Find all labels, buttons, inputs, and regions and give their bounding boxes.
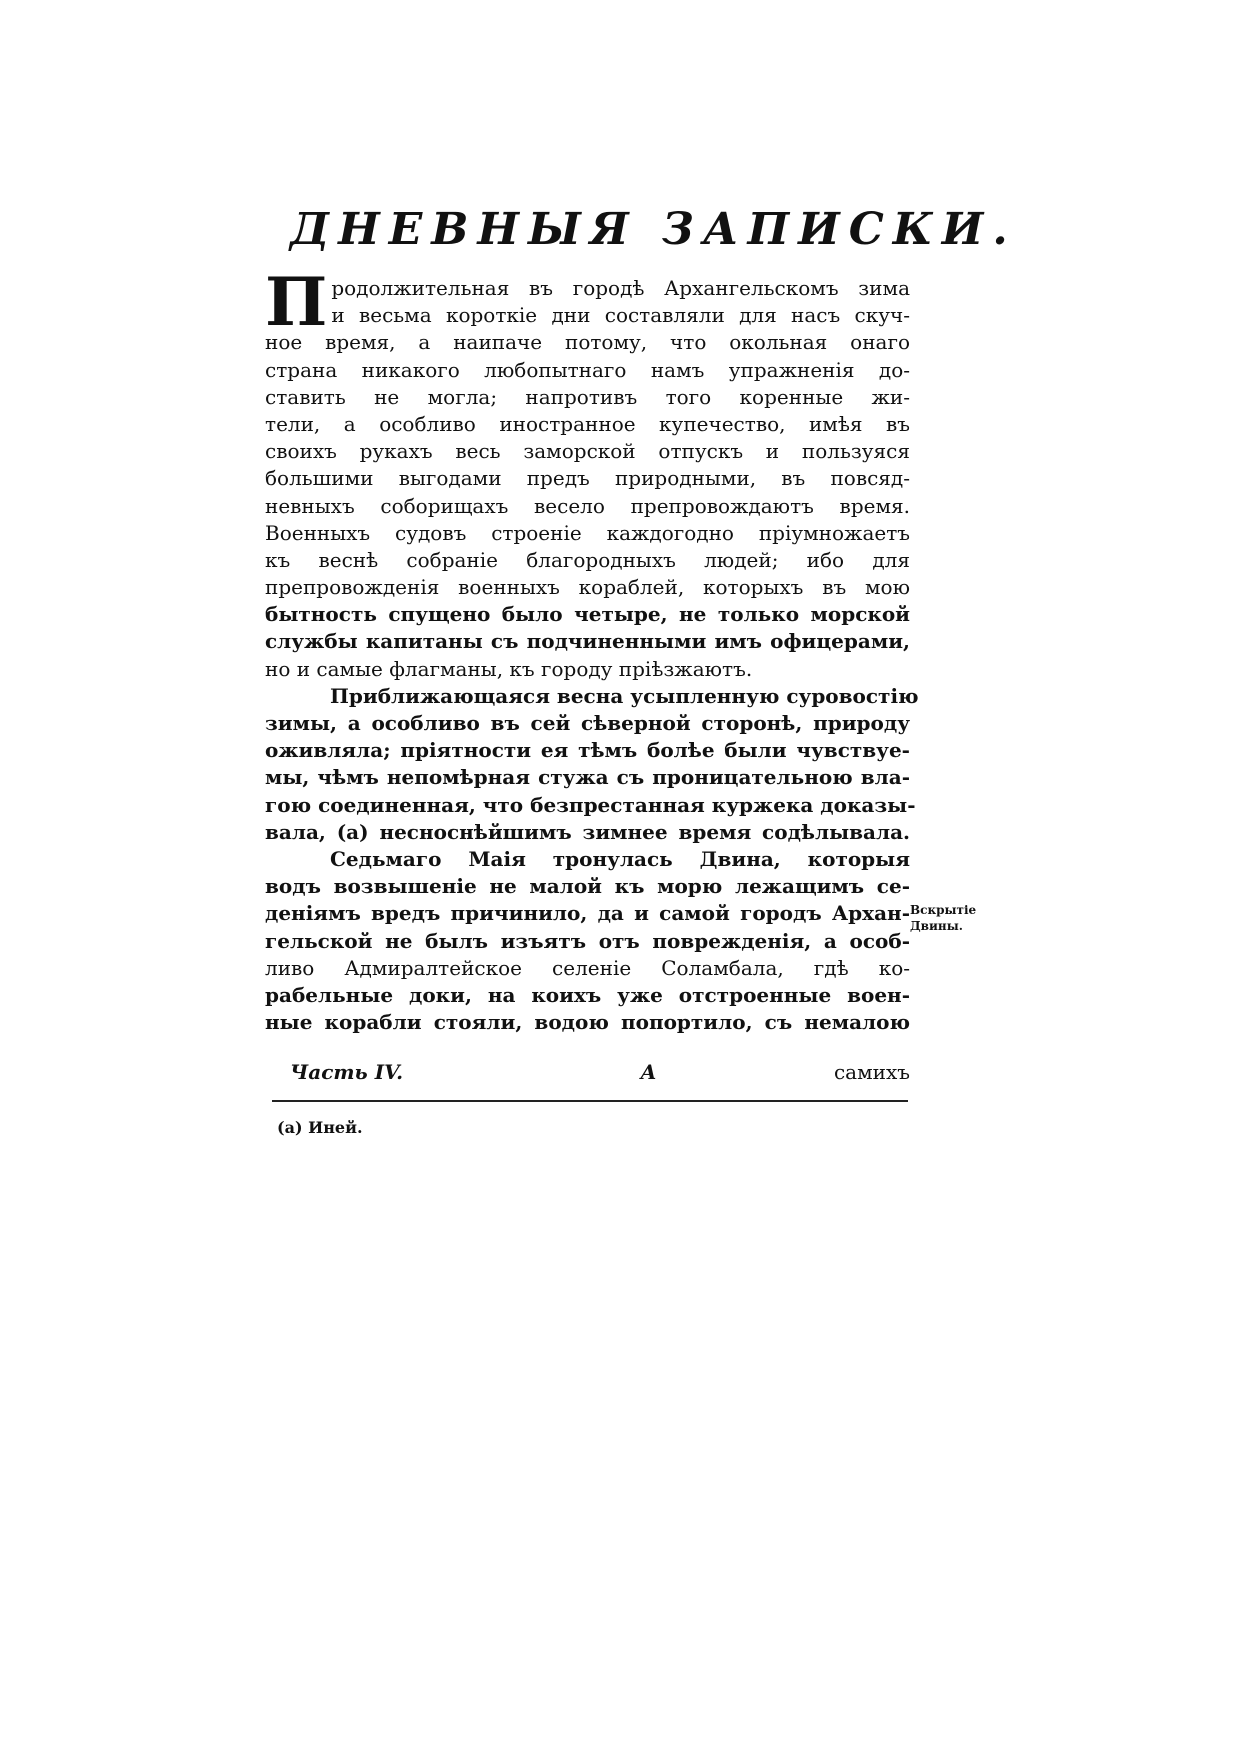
footnote-rule xyxy=(272,1100,908,1102)
text-line: Приближающаяся весна усыпленную суровостію xyxy=(330,683,919,708)
text-line: ное время, а наипаче потому, что окольная онаго xyxy=(265,330,910,355)
text-line: рабельные доки, на коихъ уже отстроенные воен- xyxy=(265,982,910,1007)
text-line: гою соединенная, что безпрестанная куржека доказы- xyxy=(265,792,916,817)
text-line: службы капитаны съ подчиненными имъ офицерами, xyxy=(265,629,910,654)
footnote: (а) Иней. xyxy=(277,1118,363,1137)
text-line: водъ возвышеніе не малой къ морю лежащимъ се- xyxy=(265,874,910,899)
drop-cap: П xyxy=(265,263,328,341)
part-label: Часть IV. xyxy=(290,1060,404,1084)
text-line: препровожденія военныхъ кораблей, которыхъ въ мою xyxy=(265,575,910,600)
text-line: своихъ рукахъ весь заморской отпускъ и пользуяся xyxy=(265,439,910,464)
text-line: къ веснѣ собраніе благородныхъ людей; ибо для xyxy=(265,547,910,572)
signature-mark: А xyxy=(640,1060,657,1084)
main-text xyxy=(265,263,919,1036)
text-line: Военныхъ судовъ строеніе каждогодно пріумножаетъ xyxy=(265,520,910,545)
page-footer xyxy=(290,1060,910,1084)
text-line: ливо Адмиралтейское селеніе Соламбала, гдѣ ко- xyxy=(265,955,910,980)
text-line: вала, (а) несноснѣйшимъ зимнее время содѣлывала. xyxy=(265,819,910,844)
text-line: Седьмаго Маія тронулась Двина, которыя xyxy=(330,846,910,871)
text-line: но и самые флагманы, къ городу пріѣзжаютъ. xyxy=(265,656,753,681)
text-line: деніямъ вредъ причинило, да и самой городъ Архан- xyxy=(265,901,910,926)
catchword: самихъ xyxy=(833,1060,910,1084)
text-line: невныхъ соборищахъ весело препровождаютъ время. xyxy=(265,493,910,518)
text-line: гельской не былъ изъятъ отъ поврежденія, а особ- xyxy=(265,928,910,953)
text-line: большими выгодами предъ природными, въ повсяд- xyxy=(265,466,910,491)
text-line: бытность спущено было четыре, не только морской xyxy=(265,602,910,627)
text-line: оживляла; пріятности ея тѣмъ болѣе были чувствуе- xyxy=(265,738,910,763)
text-line: ные корабли стояли, водою попортило, съ немалою xyxy=(265,1010,910,1035)
text-line: страна никакого любопытнаго намъ упражненія до- xyxy=(265,357,910,382)
text-line: и весьма короткіе дни составляли для насъ скуч- xyxy=(331,303,910,328)
page-title: ДНЕВНЫЯ ЗАПИСКИ. xyxy=(290,204,1017,255)
text-line: зимы, а особливо въ сей сѣверной сторонѣ, природу xyxy=(265,711,910,735)
text-line: тели, а особливо иностранное купечество, имѣя въ xyxy=(265,411,910,436)
text-line: мы, чѣмъ непомѣрная стужа съ проницательною вла- xyxy=(265,765,910,790)
text-line: родолжительная въ городѣ Архангельскомъ зима xyxy=(331,276,910,300)
margin-note: Вскрытіе Двины. xyxy=(910,903,977,933)
text-line: ставить не могла; напротивъ того коренные жи- xyxy=(265,384,910,409)
